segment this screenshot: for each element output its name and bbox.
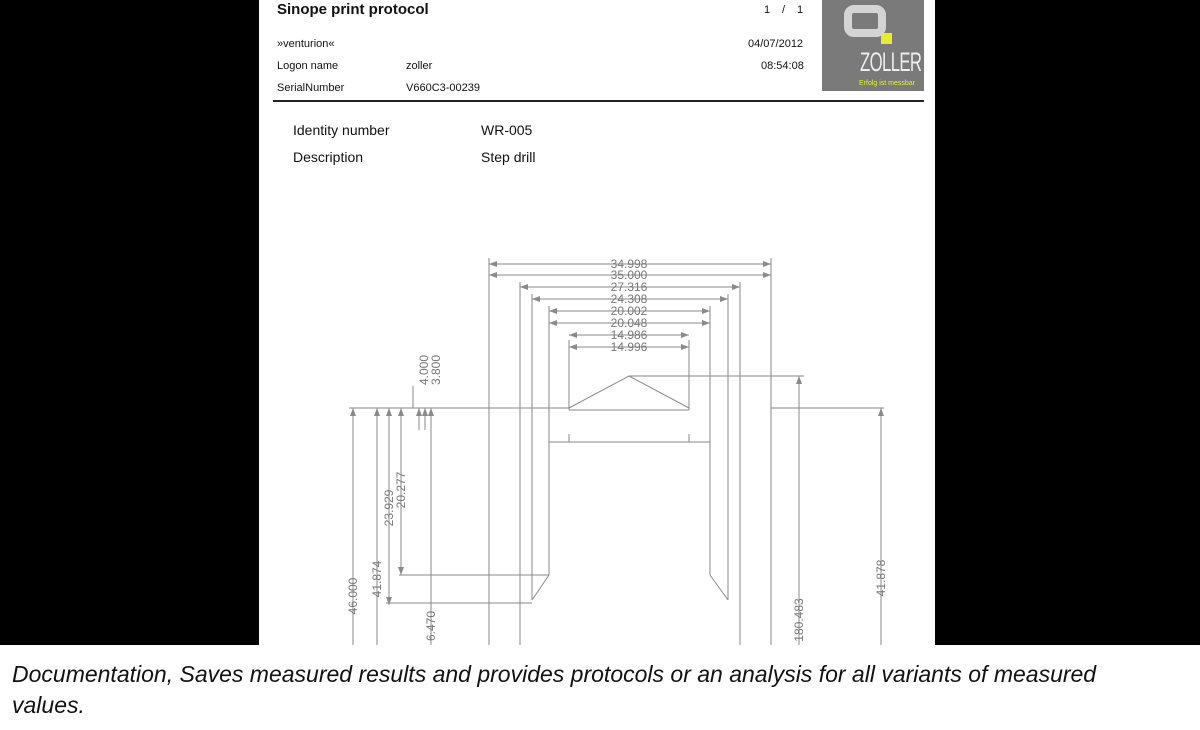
identity-label: Identity number	[293, 122, 390, 138]
protocol-title: Sinope print protocol	[277, 1, 429, 18]
serial-label: SerialNumber	[277, 82, 345, 94]
dim-v-20277: 20.277	[394, 471, 408, 509]
print-protocol-page	[259, 0, 935, 645]
dim-h-14996: 14.996	[610, 340, 648, 354]
dim-h-34998: 34.998	[610, 257, 648, 271]
dim-v-3800: 3.800	[429, 354, 443, 386]
caption-text: Documentation, Saves measured results and provides protocols or an analysis for all variants of measured values.	[12, 661, 1097, 718]
logon-value: zoller	[406, 60, 433, 72]
print-time: 08:54:08	[761, 60, 804, 72]
dim-v-6470: 6.470	[424, 610, 438, 642]
description-value: Step drill	[481, 149, 536, 165]
description-label: Description	[293, 149, 364, 165]
machine-name: »venturion«	[277, 38, 335, 50]
page-number-current: 1	[764, 4, 771, 16]
dim-v-41878: 41.878	[874, 559, 888, 597]
logon-label: Logon name	[277, 60, 339, 72]
dim-v-41874: 41.874	[370, 560, 384, 598]
logo-tagline: Erfolg ist messbar	[859, 80, 916, 87]
dim-v-180483: 180.483	[792, 598, 806, 642]
dim-v-4000: 4.000	[417, 354, 431, 386]
dim-h-14986: 14.986	[610, 328, 648, 342]
dim-v-23929: 23.929	[382, 489, 396, 527]
dim-h-27316: 27.316	[610, 280, 648, 294]
dim-v-46000: 46.000	[346, 577, 360, 615]
dim-h-35000: 35.000	[610, 268, 648, 282]
logo-brand-text: ZOLLER	[860, 47, 922, 77]
page-number-separator: /	[782, 4, 786, 16]
dim-h-20048: 20.048	[610, 316, 648, 330]
identity-value: WR-005	[481, 122, 533, 138]
serial-value: V660C3-00239	[406, 82, 481, 94]
tool-measurement-drawing	[259, 0, 935, 645]
dim-h-20002: 20.002	[610, 304, 648, 318]
print-date: 04/07/2012	[748, 38, 804, 50]
page-number-total: 1	[797, 4, 804, 16]
dim-h-24308: 24.308	[610, 292, 648, 306]
